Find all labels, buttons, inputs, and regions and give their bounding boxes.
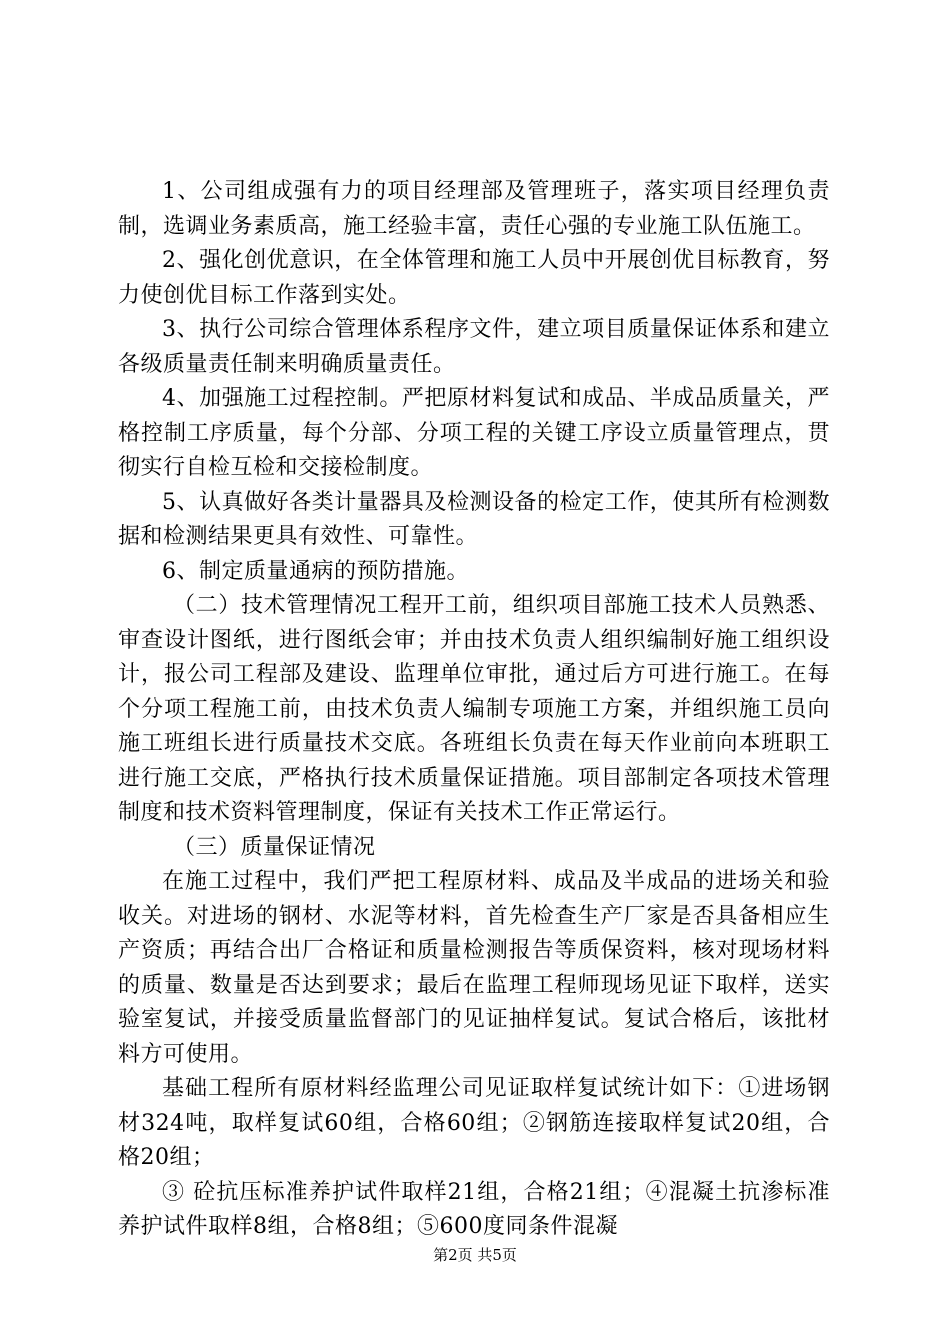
paragraph-1: 1、公司组成强有力的项目经理部及管理班子，落实项目经理负责制，选调业务素质高，施工经验丰富，责任心强的专业施工队伍施工。 — [118, 179, 830, 239]
paragraph-2: 2、强化创优意识，在全体管理和施工人员中开展创优目标教育，努力使创优目标工作落到实处。 — [118, 248, 830, 308]
paragraph-concrete-tests: ③ 砼抗压标准养护试件取样21组，合格21组；④混凝土抗渗标准养护试件取样8组，合格8组；⑤600度同条件混凝 — [118, 1179, 830, 1239]
paragraph-material-control: 在施工过程中，我们严把工程原材料、成品及半成品的进场关和验收关。对进场的钢材、水泥等材料，首先检查生产厂家是否具备相应生产资质；再结合出厂合格证和质量检测报告等质保资料，核对现场材料的质量、数量是否达到要求；最后在监理工程师现场见证下取样，送实验室复试，并接受质量监督部门的见证抽样复试。复试合格后，该批材料方可使用。 — [118, 869, 830, 1067]
paragraph-6: 6、制定质量通病的预防措施。 — [162, 558, 469, 584]
section-technical-management: （二）技术管理情况工程开工前，组织项目部施工技术人员熟悉、审查设计图纸，进行图纸会审；并由技术负责人组织编制好施工组织设计，报公司工程部及建设、监理单位审批，通过后方可进行施工。在每个分项工程施工前，由技术负责人编制专项施工方案，并组织施工员向施工班组长进行质量技术交底。各班组长负责在每天作业前向本班职工进行施工交底，严格执行技术质量保证措施。项目部制定各项技术管理制度和技术资料管理制度，保证有关技术工作正常运行。 — [118, 593, 830, 825]
page-footer: 第2页 共5页 — [433, 1246, 517, 1264]
paragraph-4: 4、加强施工过程控制。严把原材料复试和成品、半成品质量关，严格控制工序质量，每个分部、分项工程的关键工序设立质量管理点，贯彻实行自检互检和交接检制度。 — [118, 386, 830, 480]
paragraph-sampling-statistics: 基础工程所有原材料经监理公司见证取样复试统计如下：①进场钢材324吨，取样复试60组，合格60组；②钢筋连接取样复试20组，合格20组； — [118, 1076, 830, 1170]
paragraph-3: 3、执行公司综合管理体系程序文件，建立项目质量保证体系和建立各级质量责任制来明确质量责任。 — [118, 317, 830, 377]
document-body — [118, 175, 830, 1245]
section-heading-quality-assurance: （三）质量保证情况 — [173, 834, 376, 860]
paragraph-5: 5、认真做好各类计量器具及检测设备的检定工作，使其所有检测数据和检测结果更具有效性、可靠性。 — [118, 489, 830, 549]
